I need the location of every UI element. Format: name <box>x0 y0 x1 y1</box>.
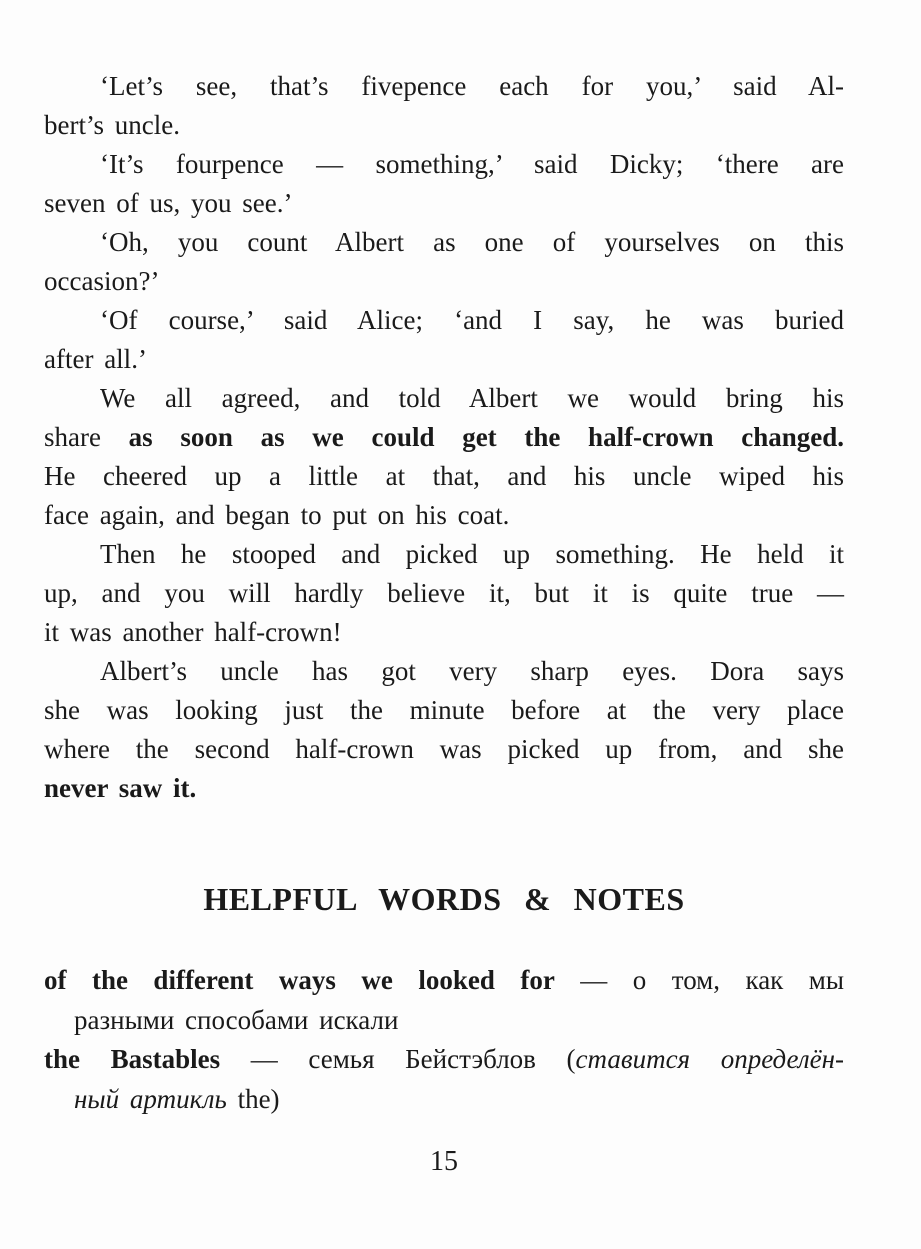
notes-heading: HELPFUL WORDS & NOTES <box>203 881 685 917</box>
story-paragraph <box>44 223 844 301</box>
page-number: 15 <box>430 1146 458 1177</box>
text-segment: of the different ways we looked for <box>44 965 555 995</box>
story-paragraph <box>44 535 844 652</box>
text-segment: share <box>44 422 129 452</box>
text-line <box>44 106 844 145</box>
text-line <box>44 1040 844 1080</box>
text-line <box>44 730 844 769</box>
note-entry <box>44 961 844 1040</box>
text-line <box>44 613 844 652</box>
text-line <box>44 145 844 184</box>
text-line <box>44 1080 844 1120</box>
text-line <box>44 457 844 496</box>
text-segment: — семья Бейстэблов ( <box>220 1044 576 1074</box>
text-line <box>44 301 844 340</box>
text-segment: ный артикль <box>74 1083 227 1114</box>
text-line <box>44 1001 844 1041</box>
notes-list <box>44 961 844 1119</box>
text-segment: the Bastables <box>44 1044 221 1074</box>
text-segment: We all agreed, and told Albert we would bring his <box>100 383 844 413</box>
text-line <box>44 67 844 106</box>
text-segment: never saw it. <box>44 773 197 803</box>
text-segment: the) <box>226 1083 280 1114</box>
text-line <box>44 184 844 223</box>
text-line <box>44 961 844 1001</box>
text-line <box>44 340 844 379</box>
text-segment: Then he stooped and picked up something. He held it <box>100 539 844 569</box>
story-paragraph <box>44 301 844 379</box>
text-segment: seven of us, you see.’ <box>44 188 293 218</box>
text-segment: ‘Of course,’ said Alice; ‘and I say, he was buried <box>100 305 844 335</box>
text-segment: it was another half-crown! <box>44 617 342 647</box>
text-segment: bert’s uncle. <box>44 110 180 140</box>
text-segment: ‘Oh, you count Albert as one of yourselves on this <box>100 227 844 257</box>
text-line <box>44 418 844 457</box>
text-segment: ставится определён- <box>575 1044 844 1074</box>
text-line <box>44 769 844 808</box>
text-line <box>44 379 844 418</box>
text-segment: разными способами искали <box>74 1004 399 1035</box>
text-segment: face again, and began to put on his coat. <box>44 500 510 530</box>
text-segment: — о том, как мы <box>554 965 845 995</box>
text-line <box>44 535 844 574</box>
text-segment: she was looking just the minute before at the very place <box>44 695 844 725</box>
text-segment: ‘It’s fourpence — something,’ said Dicky; ‘there are <box>100 149 844 179</box>
text-line <box>44 691 844 730</box>
text-segment: where the second half-crown was picked up from, and she <box>44 734 844 764</box>
text-segment: He cheered up a little at that, and his uncle wiped his <box>44 461 844 491</box>
text-segment: as soon as we could get the half-crown changed. <box>128 422 845 452</box>
story-paragraph <box>44 145 844 223</box>
text-segment: Albert’s uncle has got very sharp eyes. Dora says <box>100 656 844 686</box>
text-segment: occasion?’ <box>44 266 160 296</box>
story-paragraph <box>44 67 844 145</box>
story-text <box>44 0 844 808</box>
note-entry <box>44 1040 844 1119</box>
text-segment: ‘Let’s see, that’s fivepence each for you,’ said Al- <box>100 71 844 101</box>
text-line <box>44 262 844 301</box>
text-line <box>44 652 844 691</box>
text-line <box>44 223 844 262</box>
story-paragraph <box>44 652 844 808</box>
text-segment: up, and you will hardly believe it, but it is quite true — <box>44 578 844 608</box>
text-line <box>44 496 844 535</box>
story-paragraph <box>44 379 844 535</box>
text-line <box>44 574 844 613</box>
text-segment: after all.’ <box>44 344 147 374</box>
